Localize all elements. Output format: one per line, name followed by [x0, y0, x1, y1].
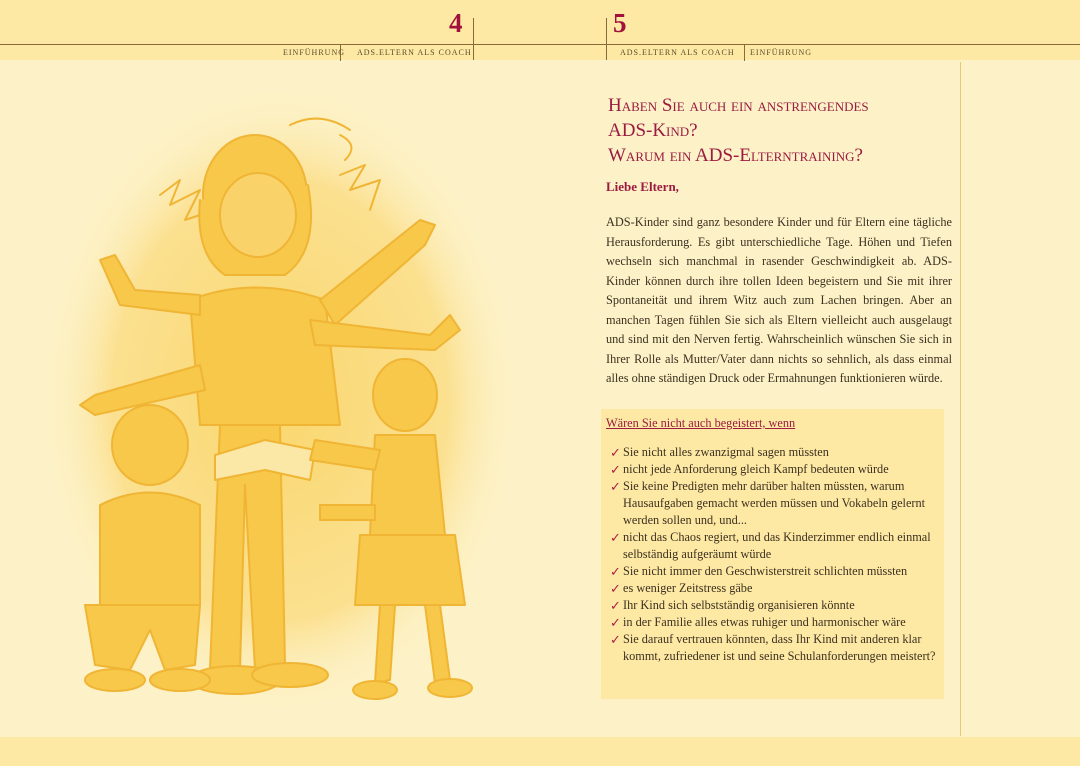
right-page-number: 5: [613, 8, 627, 38]
running-head: ADS.ELTERN ALS COACH: [620, 48, 735, 57]
checklist: [610, 444, 940, 665]
checklist-item: [610, 478, 940, 529]
checklist-item-text: Sie nicht alles zwanzigmal sagen müssten: [623, 445, 829, 459]
checklist-item: [610, 597, 940, 614]
headline-line: Haben Sie auch ein anstrengendes: [608, 95, 869, 116]
header-divider: [473, 18, 474, 60]
header-rule: [0, 44, 1080, 45]
checklist-box: [601, 409, 944, 699]
page-header: [0, 0, 1080, 60]
running-head: EINFÜHRUNG: [283, 48, 345, 57]
headline-line: ADS-Kind?: [608, 120, 698, 141]
checklist-item-text: Sie darauf vertrauen könnten, dass Ihr Kind mit anderen klar kommt, zufriedener ist und seine Schulanforderungen meistert?: [623, 632, 936, 663]
checklist-item-text: es weniger Zeitstress gäbe: [623, 581, 753, 595]
article-headline: [608, 93, 948, 168]
checklist-item-text: Ihr Kind sich selbstständig organisieren könnte: [623, 598, 855, 612]
check-icon: ✓: [610, 479, 621, 494]
check-icon: ✓: [610, 445, 621, 460]
parent-children-illustration: [40, 85, 520, 715]
check-icon: ✓: [610, 598, 621, 613]
checklist-item: [610, 461, 940, 478]
check-icon: ✓: [610, 462, 621, 477]
header-divider: [606, 18, 607, 60]
checklist-item-text: Sie nicht immer den Geschwisterstreit schlichten müssten: [623, 564, 908, 578]
greeting: Liebe Eltern,: [606, 179, 679, 194]
header-divider: [744, 45, 745, 61]
column-rule: [960, 62, 961, 736]
running-head: ADS.ELTERN ALS COACH: [357, 48, 472, 57]
checklist-item: [610, 444, 940, 461]
checklist-item: [610, 580, 940, 597]
running-head: EINFÜHRUNG: [750, 48, 812, 57]
checklist-item-text: nicht jede Anforderung gleich Kampf bedeuten würde: [623, 462, 889, 476]
body-paragraph: ADS-Kinder sind ganz besondere Kinder und für Eltern eine tägliche Herausforderung. Es gibt unterschiedliche Tage. Höhen und Tiefen wechseln sich manchmal in rasender Geschwindigkeit ab. ADS-Kinder können durch ihre tollen Ideen begeistern und Sie mit ihrer Spontaneität und ihrem Witz auch zum Lachen bringen. Aber an manchen Tagen fühlen Sie sich als Eltern vielleicht auch ausgelaugt und sind mit den Nerven fertig. Wahrscheinlich wünschen Sie sich in Ihrer Rolle als Mutter/Vater dann nichts so sehnlich, als dass einmal alles ohne ständigen Druck oder Ermahnungen funktionieren würde.: [606, 215, 952, 385]
checklist-title: Wären Sie nicht auch begeistert, wenn: [606, 416, 796, 430]
check-icon: ✓: [610, 581, 621, 596]
checklist-item: [610, 631, 940, 665]
check-icon: ✓: [610, 564, 621, 579]
headline-line: Warum ein ADS-Elterntraining?: [608, 145, 863, 166]
checklist-item: [610, 614, 940, 631]
check-icon: ✓: [610, 615, 621, 630]
checklist-item-text: Sie keine Predigten mehr darüber halten müssten, warum Hausaufgaben gemacht werden müssen und Vokabeln gelernt werden sollen und, und...: [623, 479, 926, 527]
checklist-item-text: nicht das Chaos regiert, und das Kinderzimmer endlich einmal selbständig aufgeräumt würde: [623, 530, 931, 561]
checklist-item-text: in der Familie alles etwas ruhiger und harmonischer wäre: [623, 615, 906, 629]
checklist-item: [610, 529, 940, 563]
checklist-item: [610, 563, 940, 580]
page-footer: [0, 737, 1080, 766]
check-icon: ✓: [610, 530, 621, 545]
check-icon: ✓: [610, 632, 621, 647]
left-page-number: 4: [449, 8, 463, 38]
